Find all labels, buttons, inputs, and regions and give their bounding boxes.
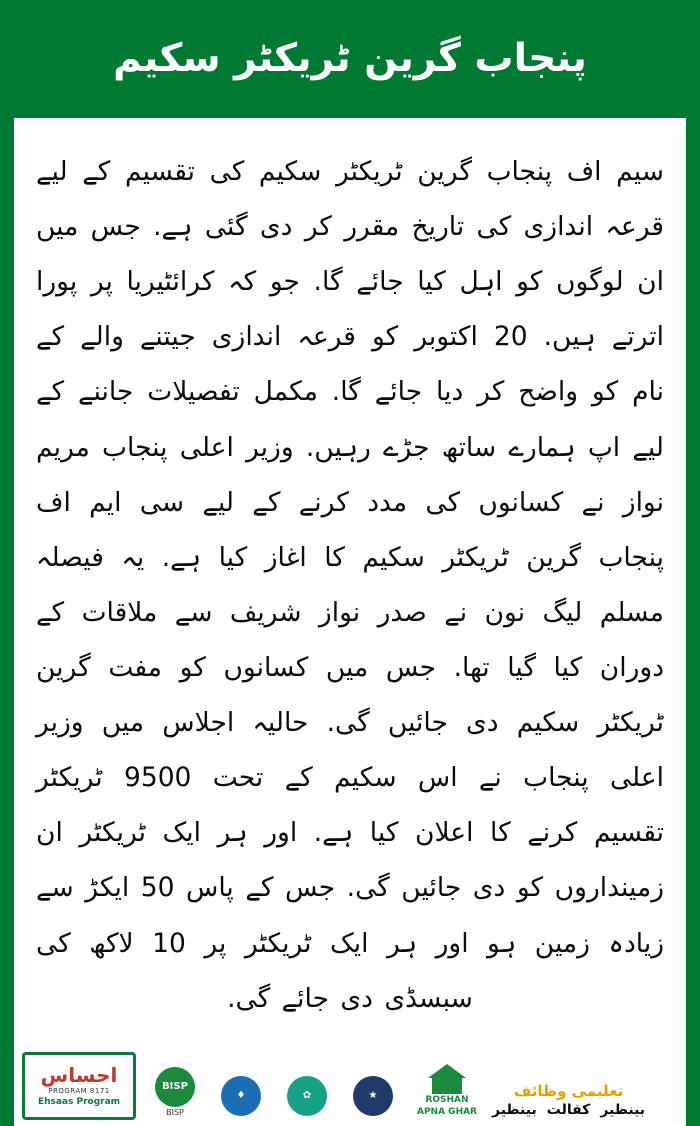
left-green-rail <box>0 118 14 1126</box>
partner-logos <box>146 1064 686 1120</box>
header-banner <box>0 0 700 118</box>
ehsaas-program-logo <box>22 1052 136 1120</box>
benazir-programs-block <box>492 1082 651 1118</box>
health-badge-icon: ♦ <box>221 1076 261 1116</box>
benazir-label-1: بینظیر <box>600 1101 646 1118</box>
ehsaas-english-text: Ehsaas Program <box>37 1096 121 1107</box>
roshan-line2: APNA GHAR <box>416 1106 477 1117</box>
bisp-logo <box>146 1067 204 1118</box>
house-roof-icon <box>428 1064 466 1078</box>
bisp-badge-icon: BISP <box>155 1067 195 1107</box>
ehsaas-urdu-text: احساس <box>40 1062 118 1087</box>
nutrition-logo <box>278 1076 336 1118</box>
health-logo <box>212 1076 270 1118</box>
article-body: سیم اف پنجاب گرین ٹریکٹر سکیم کی تقسیم کے لیے قرعہ اندازی کی تاریخ مقرر کر دی گئی ہے. جس میں ان لوگوں کو اہل کیا جائے گا. جو کہ کرائٹیریا پر پورا اترتے ہیں. 20 اکتوبر کو قرعہ اندازی جیتنے والے کے نام کو واضح کر دیا جائے گا. مکمل تفصیلات جاننے کے لیے اپ ہمارے ساتھ جڑے رہیں. وزیر اعلی پنجاب مریم نواز نے کسانوں کی مدد کرنے کے لیے سی ایم اف پنجاب گرین ٹریکٹر سکیم کا اغاز کیا ہے. یہ فیصلہ مسلم لیگ نون نے صدر نواز شریف سے ملاقات کے دوران کیا گیا تھا. جس میں کسانوں کو مفت گرین ٹریکٹر سکیم دی جائیں گی. حالیہ اجلاس میں وزیر اعلی پنجاب نے اس سکیم کے تحت 9500 ٹریکٹر تقسیم کرنے کا اعلان کیا ہے. اور ہر ایک ٹریکٹر ان زمینداروں کو دی جائیں گی. جس کے پاس 50 ایکڑ سے زیادہ زمین ہو اور ہر ایک ٹریکٹر پر 10 لاکھ کی سبسڈی دی جائے گی. <box>36 156 664 1014</box>
benazir-kafaalat-row <box>492 1102 645 1118</box>
page-title: پنجاب گرین ٹریکٹر سکیم <box>113 35 587 81</box>
govt-logo <box>344 1076 402 1118</box>
right-green-rail <box>686 118 700 1126</box>
body-wrapper <box>0 118 700 1126</box>
benazir-taleemi-wazaif-label: تعلیمی وظائف <box>513 1081 624 1100</box>
footer-logo-strip <box>14 1032 686 1126</box>
roshan-line1: ROSHAN <box>425 1094 469 1105</box>
content-column <box>14 118 686 1126</box>
benazir-label-2: بینظیر <box>492 1101 537 1118</box>
roshan-apna-ghar-logo <box>410 1064 484 1118</box>
house-body-icon <box>432 1078 462 1094</box>
nutrition-badge-icon: ✿ <box>287 1076 327 1116</box>
kafaalat-label: کفالت <box>546 1101 591 1118</box>
govt-badge-icon: ★ <box>353 1076 393 1116</box>
ehsaas-program-line: PROGRAM 8171 <box>48 1086 110 1095</box>
bisp-caption: BISP <box>166 1107 184 1117</box>
